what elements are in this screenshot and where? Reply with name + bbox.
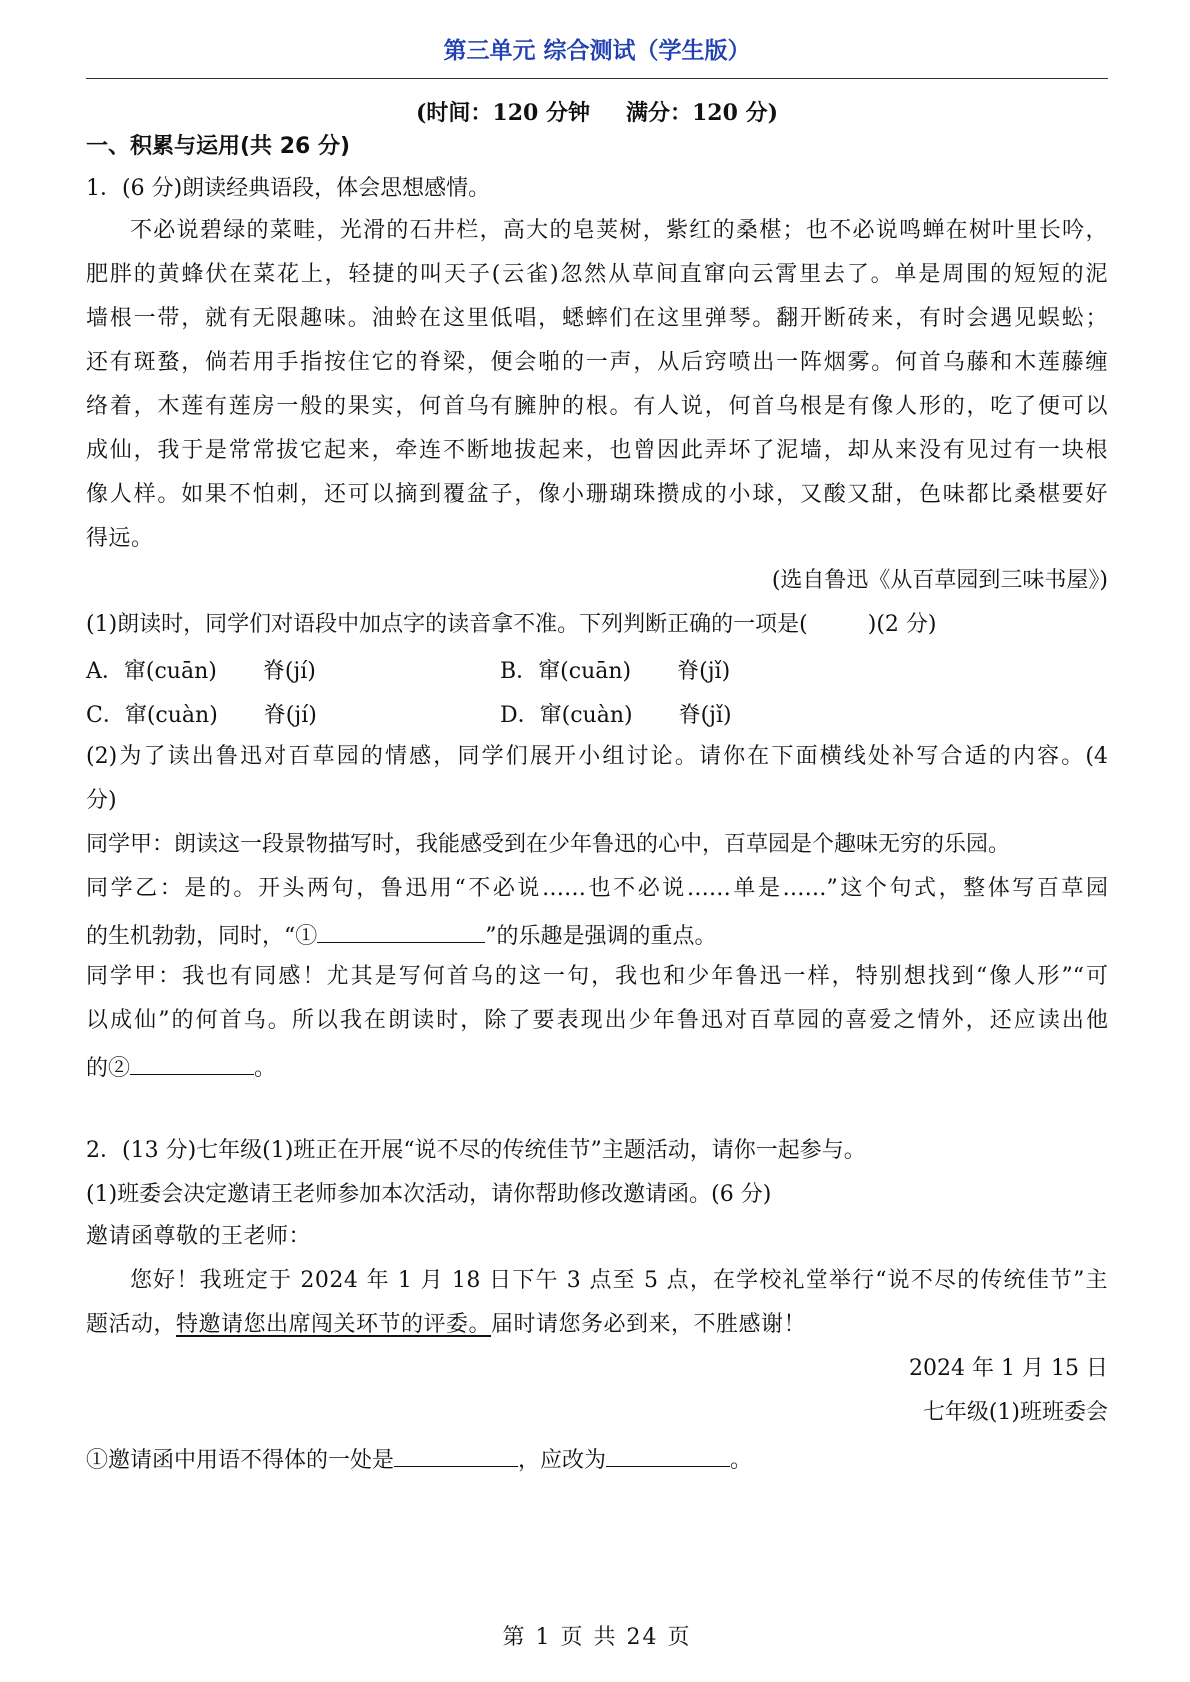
dialogue-jia-1: 同学甲：朗读这一段景物描写时，我能感受到在少年鲁迅的心中，百草园是个趣味无穷的乐园。 [86,832,1011,857]
section-heading: 一、积累与运用(共 26 分) [86,134,351,159]
passage-line: 墙根一带，就有无限趣味。油蛉在这里低唱，蟋蟀们在这里弹琴。翻开断砖来，有时会遇见蜈蚣； [86,306,1108,331]
q1-intro: 1．(6 分)朗读经典语段，体会思想感情。 [86,176,491,201]
time-label: (时间：120 分钟 [416,100,590,126]
q2-sub1-stem: (1)班委会决定邀请王老师参加本次活动，请你帮助修改邀请函。(6 分) [86,1182,772,1207]
passage-line: 络着，木莲有莲房一般的果实，何首乌有臃肿的根。有人说，何首乌根是有像人形的，吃了便可以 [86,394,1108,419]
letter-signer: 七年级(1)班班委会 [922,1400,1108,1425]
dialogue-jia-2: 同学甲：我也有同感！尤其是写何首乌的这一句，我也和少年鲁迅一样，特别想找到“像人形”“可 [86,964,1108,989]
letter-date: 2024 年 1 月 15 日 [909,1356,1108,1381]
letter-body-cont: 题活动，特邀请您出席闯关环节的评委。届时请您务必到来，不胜感谢！ [86,1312,807,1337]
option-b[interactable]: B．窜(cuān) 脊(jǐ) [500,659,731,684]
q1-sub2-stem-cont: 分) [86,788,117,813]
passage-line: 得远。 [86,526,154,551]
answer-blank-4[interactable] [606,1442,730,1467]
answer-blank-2[interactable] [130,1050,254,1075]
option-d[interactable]: D．窜(cuàn) 脊(jǐ) [500,703,732,728]
passage-line: 肥胖的黄蜂伏在菜花上，轻捷的叫天子(云雀)忽然从草间直窜向云霄里去了。单是周围的短短的泥 [86,262,1108,287]
answer-blank-3[interactable] [394,1442,518,1467]
passage-line: 不必说碧绿的菜畦，光滑的石井栏，高大的皂荚树，紫红的桑椹；也不必说鸣蝉在树叶里长吟， [130,218,1108,243]
header-divider [86,78,1108,79]
passage-source: (选自鲁迅《从百草园到三味书屋》) [771,568,1108,593]
letter-greeting: 邀请函尊敬的王老师： [86,1224,312,1249]
option-c[interactable]: C．窜(cuàn) 脊(jí) [86,703,317,728]
passage-line: 成仙，我于是常常拔它起来，牵连不断地拔起来，也曾因此弄坏了泥墙，却从来没有见过有一块根 [86,438,1108,463]
letter-body: 您好！我班定于 2024 年 1 月 18 日下午 3 点至 5 点，在学校礼堂举行“说不尽的传统佳节”主 [130,1268,1108,1293]
score-label: 满分：120 分) [626,100,778,126]
q1-sub1-stem: (1)朗读时，同学们对语段中加点字的读音拿不准。下列判断正确的一项是( )(2 分) [86,612,937,637]
q2-task1: ①邀请函中用语不得体的一处是 ，应改为 。 [86,1442,752,1476]
document-page [86,0,1108,1682]
passage-line: 还有斑蝥，倘若用手指按住它的脊梁，便会啪的一声，从后窍喷出一阵烟雾。何首乌藤和木莲藤缠 [86,350,1108,375]
exam-meta [86,96,1108,127]
dialogue-jia-2-cont: 以成仙”的何首乌。所以我在朗读时，除了要表现出少年鲁迅对百草园的喜爱之情外，还应读出他 [86,1008,1108,1033]
page-number: 第 1 页 共 24 页 [502,1625,692,1650]
dialogue-jia-2-end: 的② 。 [86,1050,276,1084]
answer-blank-1[interactable] [317,918,485,943]
q2-intro: 2．(13 分)七年级(1)班正在开展“说不尽的传统佳节”主题活动，请你一起参与。 [86,1138,866,1163]
underlined-phrase: 特邀请您出席闯关环节的评委。 [176,1312,492,1337]
dialogue-yi-1: 同学乙：是的。开头两句，鲁迅用“不必说……也不必说……单是……”这个句式，整体写百草园 [86,876,1108,901]
document-title: 第三单元 综合测试（学生版） [443,38,751,64]
option-a[interactable]: A．窜(cuān) 脊(jí) [86,659,316,684]
passage-line: 像人样。如果不怕刺，还可以摘到覆盆子，像小珊瑚珠攒成的小球，又酸又甜，色味都比桑椹要好 [86,482,1108,507]
q1-sub2-stem: (2)为了读出鲁迅对百草园的情感，同学们展开小组讨论。请你在下面横线处补写合适的内容。(4 [86,744,1108,769]
dialogue-yi-2: 的生机勃勃，同时，“① ”的乐趣是强调的重点。 [86,918,717,952]
